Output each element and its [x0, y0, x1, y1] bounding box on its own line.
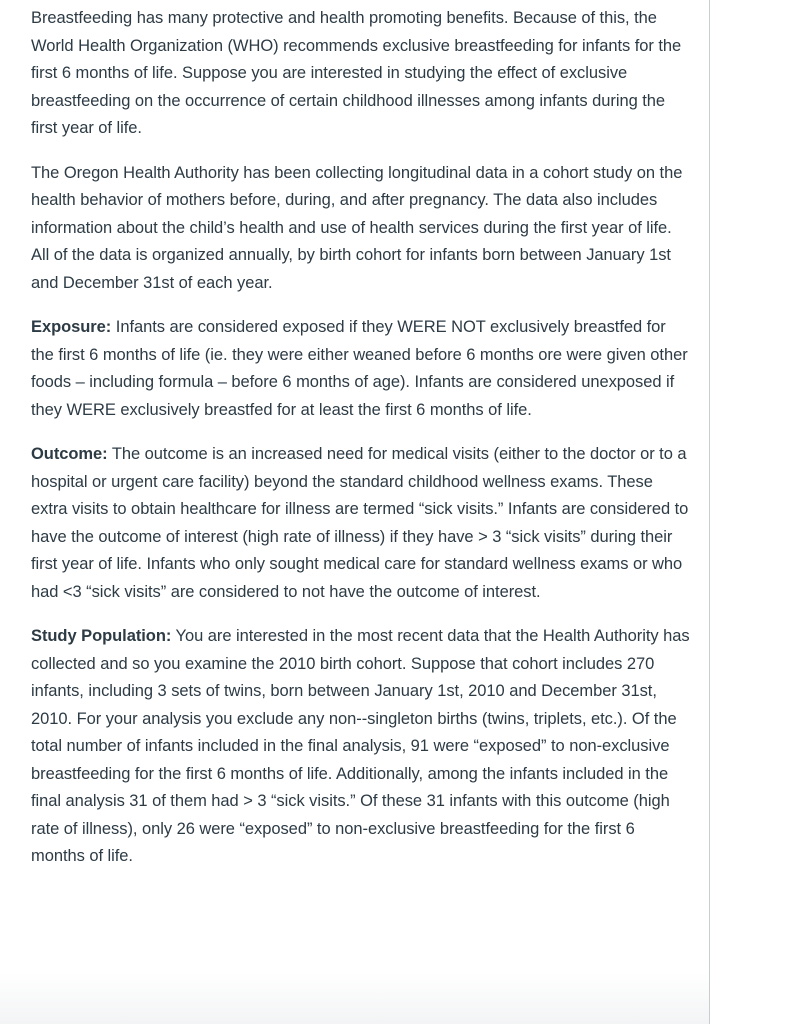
- paragraph-exposure-text: Infants are considered exposed if they WERE NOT exclusively breastfed for the first 6 months of life (ie. they were either weaned before 6 months ore were given other foods – including formula – before 6 months of age). Infants are considered unexposed if they WERE exclusively breastfed for at least the first 6 months of life.: [31, 318, 688, 419]
- outcome-label: Outcome:: [31, 445, 108, 463]
- exposure-label: Exposure:: [31, 318, 112, 336]
- paragraph-data-source: [31, 160, 691, 298]
- bottom-fade: [0, 972, 709, 1024]
- right-panel-divider: [709, 0, 710, 1024]
- paragraph-intro-text: Breastfeeding has many protective and health promoting benefits. Because of this, the World Health Organization (WHO) recommends exclusive breastfeeding for infants for the first 6 months of life. Suppose you are interested in studying the effect of exclusive breastfeeding on the occurrence of certain childhood illnesses among infants during the first year of life.: [31, 9, 682, 137]
- document-body: [31, 5, 691, 888]
- paragraph-outcome: [31, 441, 691, 606]
- paragraph-study-population: [31, 623, 691, 871]
- paragraph-data-source-text: The Oregon Health Authority has been collecting longitudinal data in a cohort study on the health behavior of mothers before, during, and after pregnancy. The data also includes information about the child’s health and use of health services during the first year of life. All of the data is organized annually, by birth cohort for infants born between January 1st and December 31st of each year.: [31, 163, 683, 292]
- study-population-label: Study Population:: [31, 627, 172, 645]
- paragraph-study-population-text: You are interested in the most recent data that the Health Authority has collected and so you examine the 2010 birth cohort. Suppose that cohort includes 270 infants, including 3 sets of twins, born between January 1st, 2010 and December 31st, 2010. For your analysis you exclude any non--singleton births (twins, triplets, etc.). Of the total number of infants included in the final analysis, 91 were “exposed” to non-exclusive breastfeeding for the first 6 months of life. Additionally, among the infants included in the final analysis 31 of them had > 3 “sick visits.” Of these 31 infants with this outcome (high rate of illness), only 26 were “exposed” to non-exclusive breastfeeding for the first 6 months of life.: [31, 627, 690, 865]
- paragraph-intro: [31, 5, 691, 143]
- paragraph-exposure: [31, 314, 691, 424]
- paragraph-outcome-text: The outcome is an increased need for medical visits (either to the doctor or to a hospital or urgent care facility) beyond the standard childhood wellness exams. These extra visits to obtain healthcare for illness are termed “sick visits.” Infants are considered to have the outcome of interest (high rate of illness) if they have > 3 “sick visits” during their first year of life. Infants who only sought medical care for standard wellness exams or who had <3 “sick visits” are considered to not have the outcome of interest.: [31, 445, 689, 601]
